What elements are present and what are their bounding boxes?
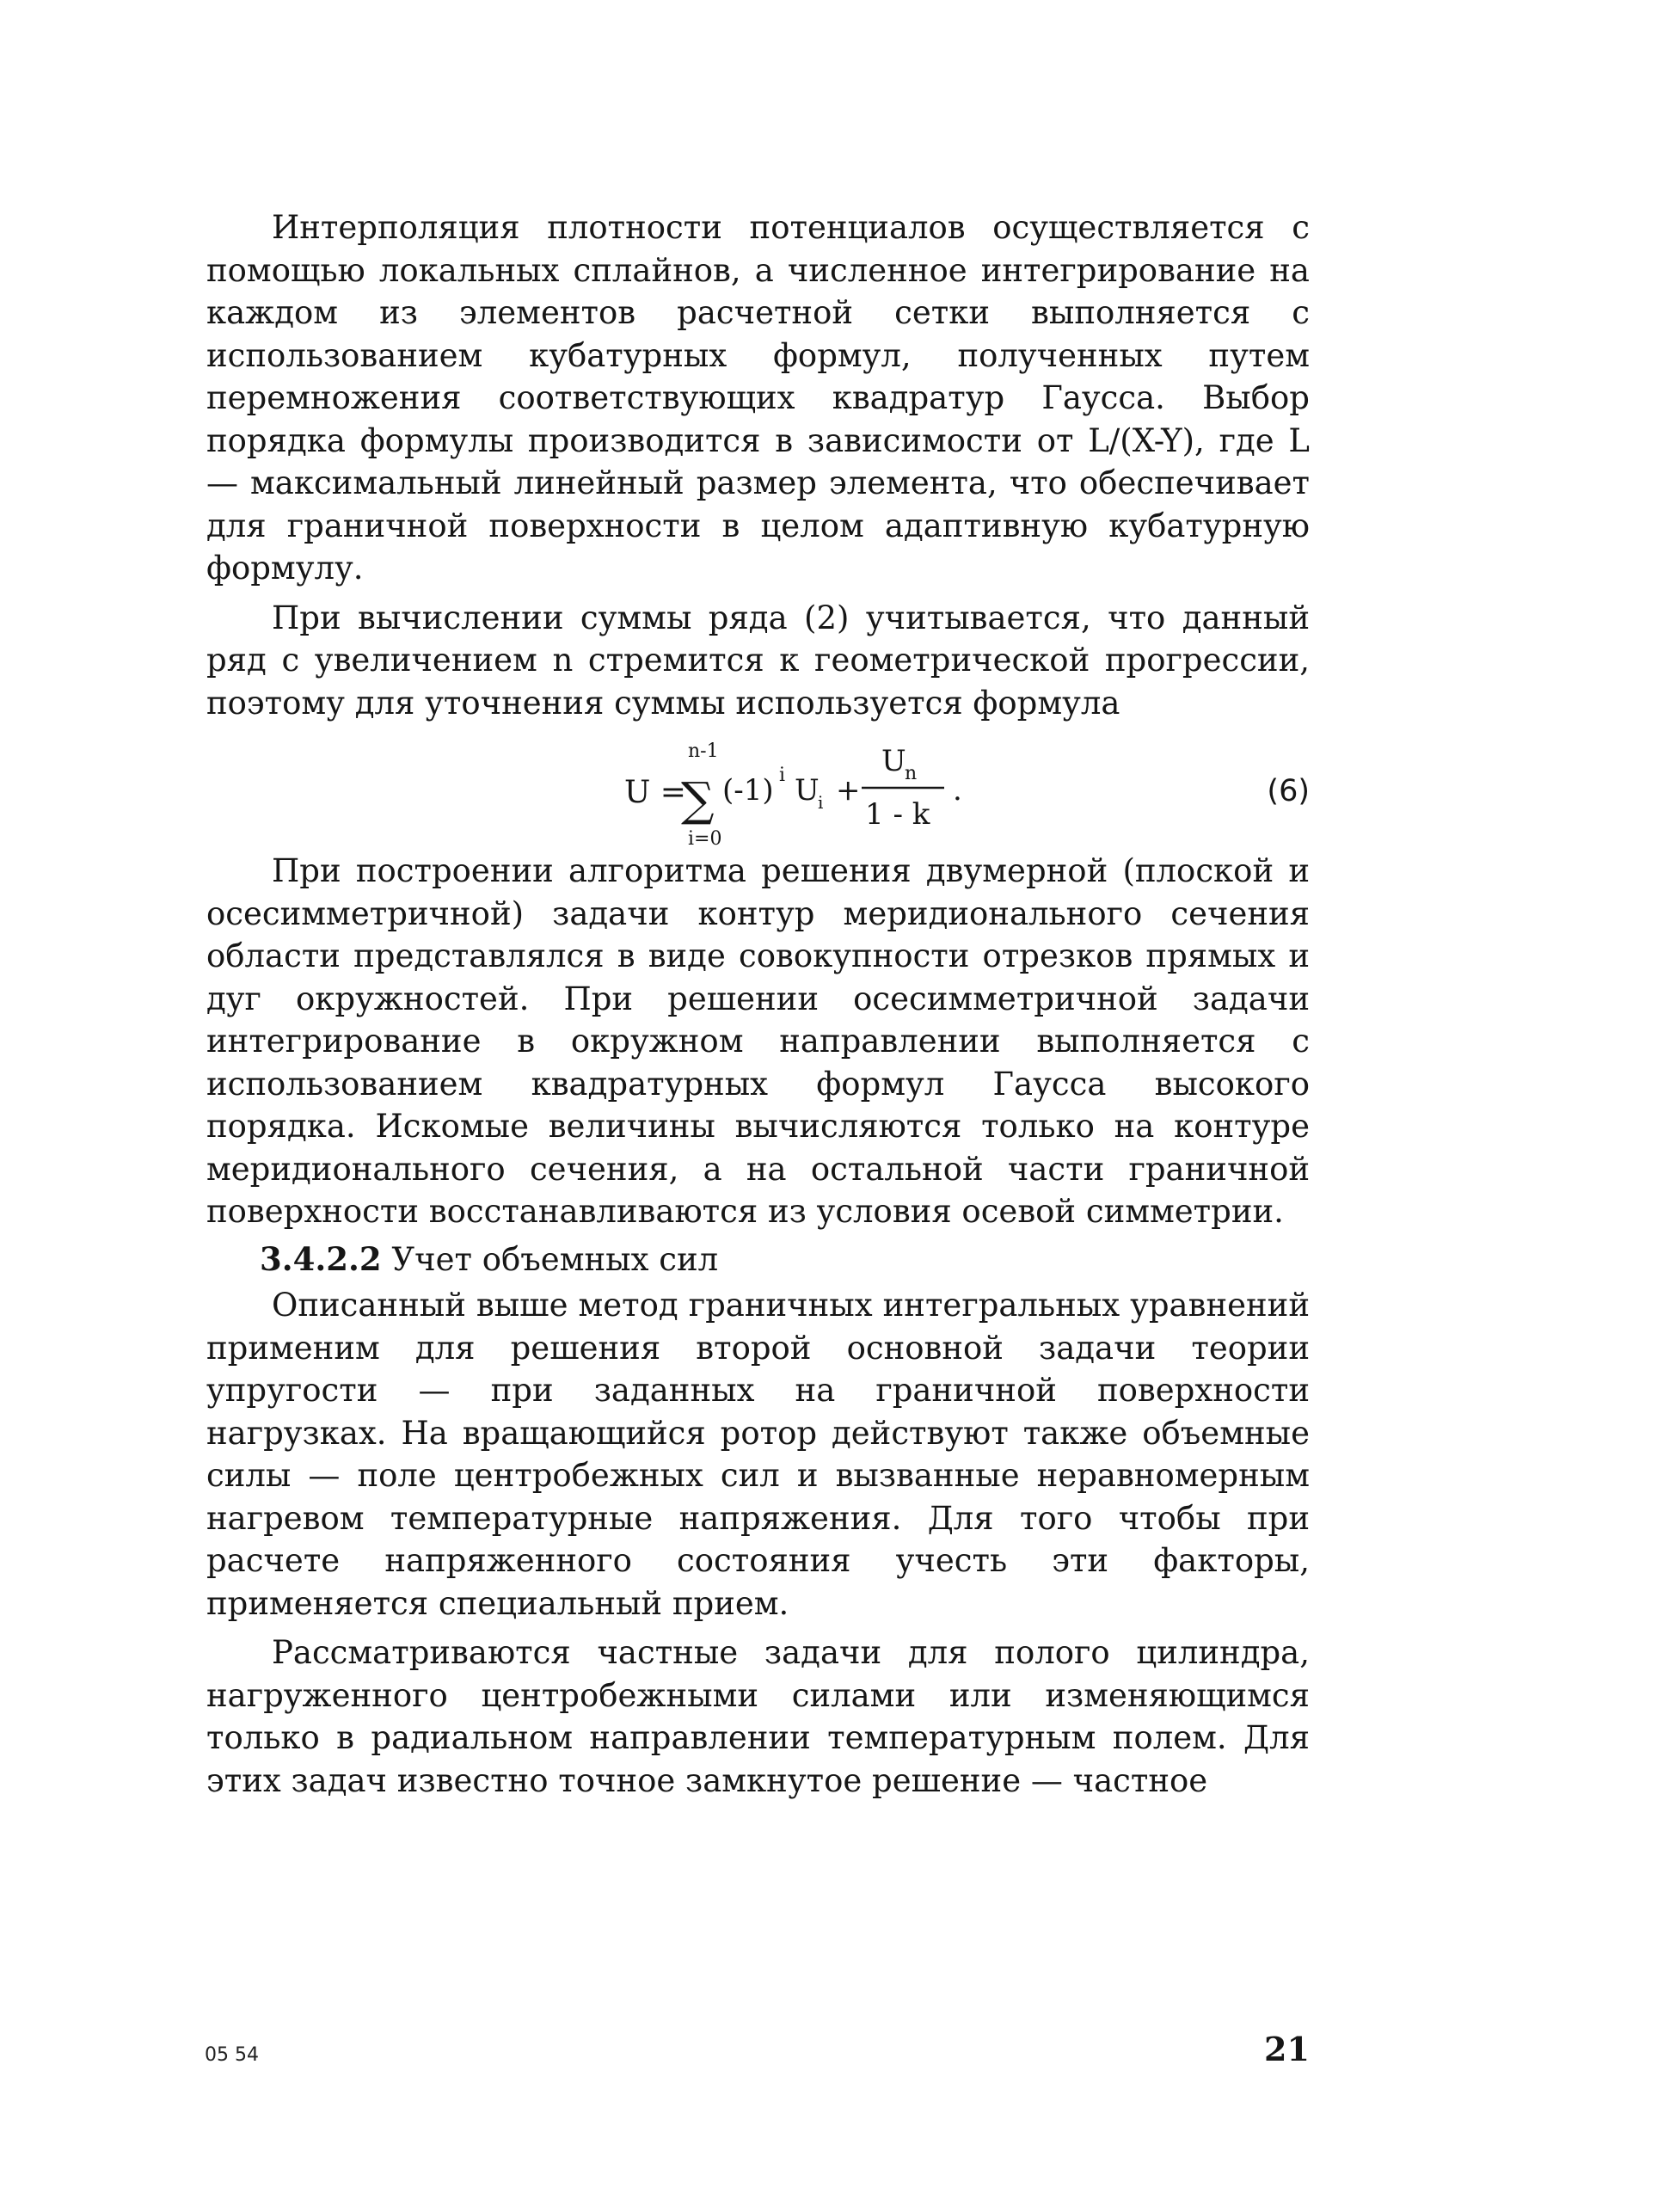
section-number: 3.4.2.2 xyxy=(260,1239,382,1278)
formula-6 xyxy=(206,724,1310,850)
paragraph-method: Описанный выше метод граничных интегральных уравнений применим для решения второй основной задачи теории упругости — при заданных на граничной поверхности нагрузках. На вращающийся ротор действуют также объемные силы — поле центробежных сил и вызванные неравномерным нагревом температурные напряжения. Для того чтобы при расчете напряженного состояния учесть эти факторы, применяется специальный прием. xyxy=(206,1287,1310,1622)
section-title: Учет объемных сил xyxy=(391,1240,719,1278)
paragraph-series-sum: При вычислении суммы ряда (2) учитывается, что данный ряд с увеличением n стремится к геометрической прогрессии, поэтому для уточнения суммы используется формула xyxy=(206,599,1310,722)
formula-term-sub: i xyxy=(818,792,824,813)
formula-frac-num-var: U xyxy=(881,744,906,778)
footer-print-code: 05 54 xyxy=(205,2044,259,2066)
paragraph-particular-problems: Рассматриваются частные задачи для полого цилиндра, нагруженного центробежными силами или изменяющимся только в радиальном направлении температурным полем. Для этих задач известно точное замкнутое решение — частное xyxy=(206,1634,1310,1799)
paragraph-algorithm: При построении алгоритма решения двумерной (плоской и осесимметричной) задачи контур меридионального сечения области представлялся в виде совокупности отрезков прямых и дуг окружностей. При решении осесимметричной задачи интегрирование в окружном направлении выполняется с использованием квадратурных формул Гаусса высокого порядка. Искомые величины вычисляются только на контуре меридионального сечения, а на остальной части граничной поверхности восстанавливаются из условия осевой симметрии. xyxy=(206,852,1310,1230)
section-heading xyxy=(206,1238,1310,1281)
formula-sum-lower: i=0 xyxy=(688,828,722,850)
formula-plus: + xyxy=(836,773,861,808)
page-number: 21 xyxy=(1264,2030,1310,2068)
formula-dot: . xyxy=(953,773,962,808)
formula-term-var: U xyxy=(795,773,820,808)
formula-sum-upper: n-1 xyxy=(688,740,719,762)
formula-frac-num-sub: n xyxy=(905,763,918,784)
formula-graphic xyxy=(206,724,1310,850)
equation-number: (6) xyxy=(1267,774,1310,808)
formula-frac-den: 1 - k xyxy=(865,797,930,832)
paragraph-interpolation: Интерполяция плотности потенциалов осуществляется с помощью локальных сплайнов, а численное интегрирование на каждом из элементов расчетной сетки выполняется с использованием кубатурных формул, полученных путем перемножения соответствующих квадратур Гаусса. Выбор порядка формулы производится в зависимости от L/(X-Y), где L — максимальный линейный размер элемента, что обеспечивает для граничной поверхности в целом адаптивную кубатурную формулу. xyxy=(206,209,1310,587)
formula-term-exp: i xyxy=(779,765,786,786)
text-block xyxy=(206,206,1310,1802)
formula-lhs: U = xyxy=(624,775,686,810)
formula-term: (-1) xyxy=(722,773,774,808)
formula-sigma-icon: ∑ xyxy=(681,772,715,826)
